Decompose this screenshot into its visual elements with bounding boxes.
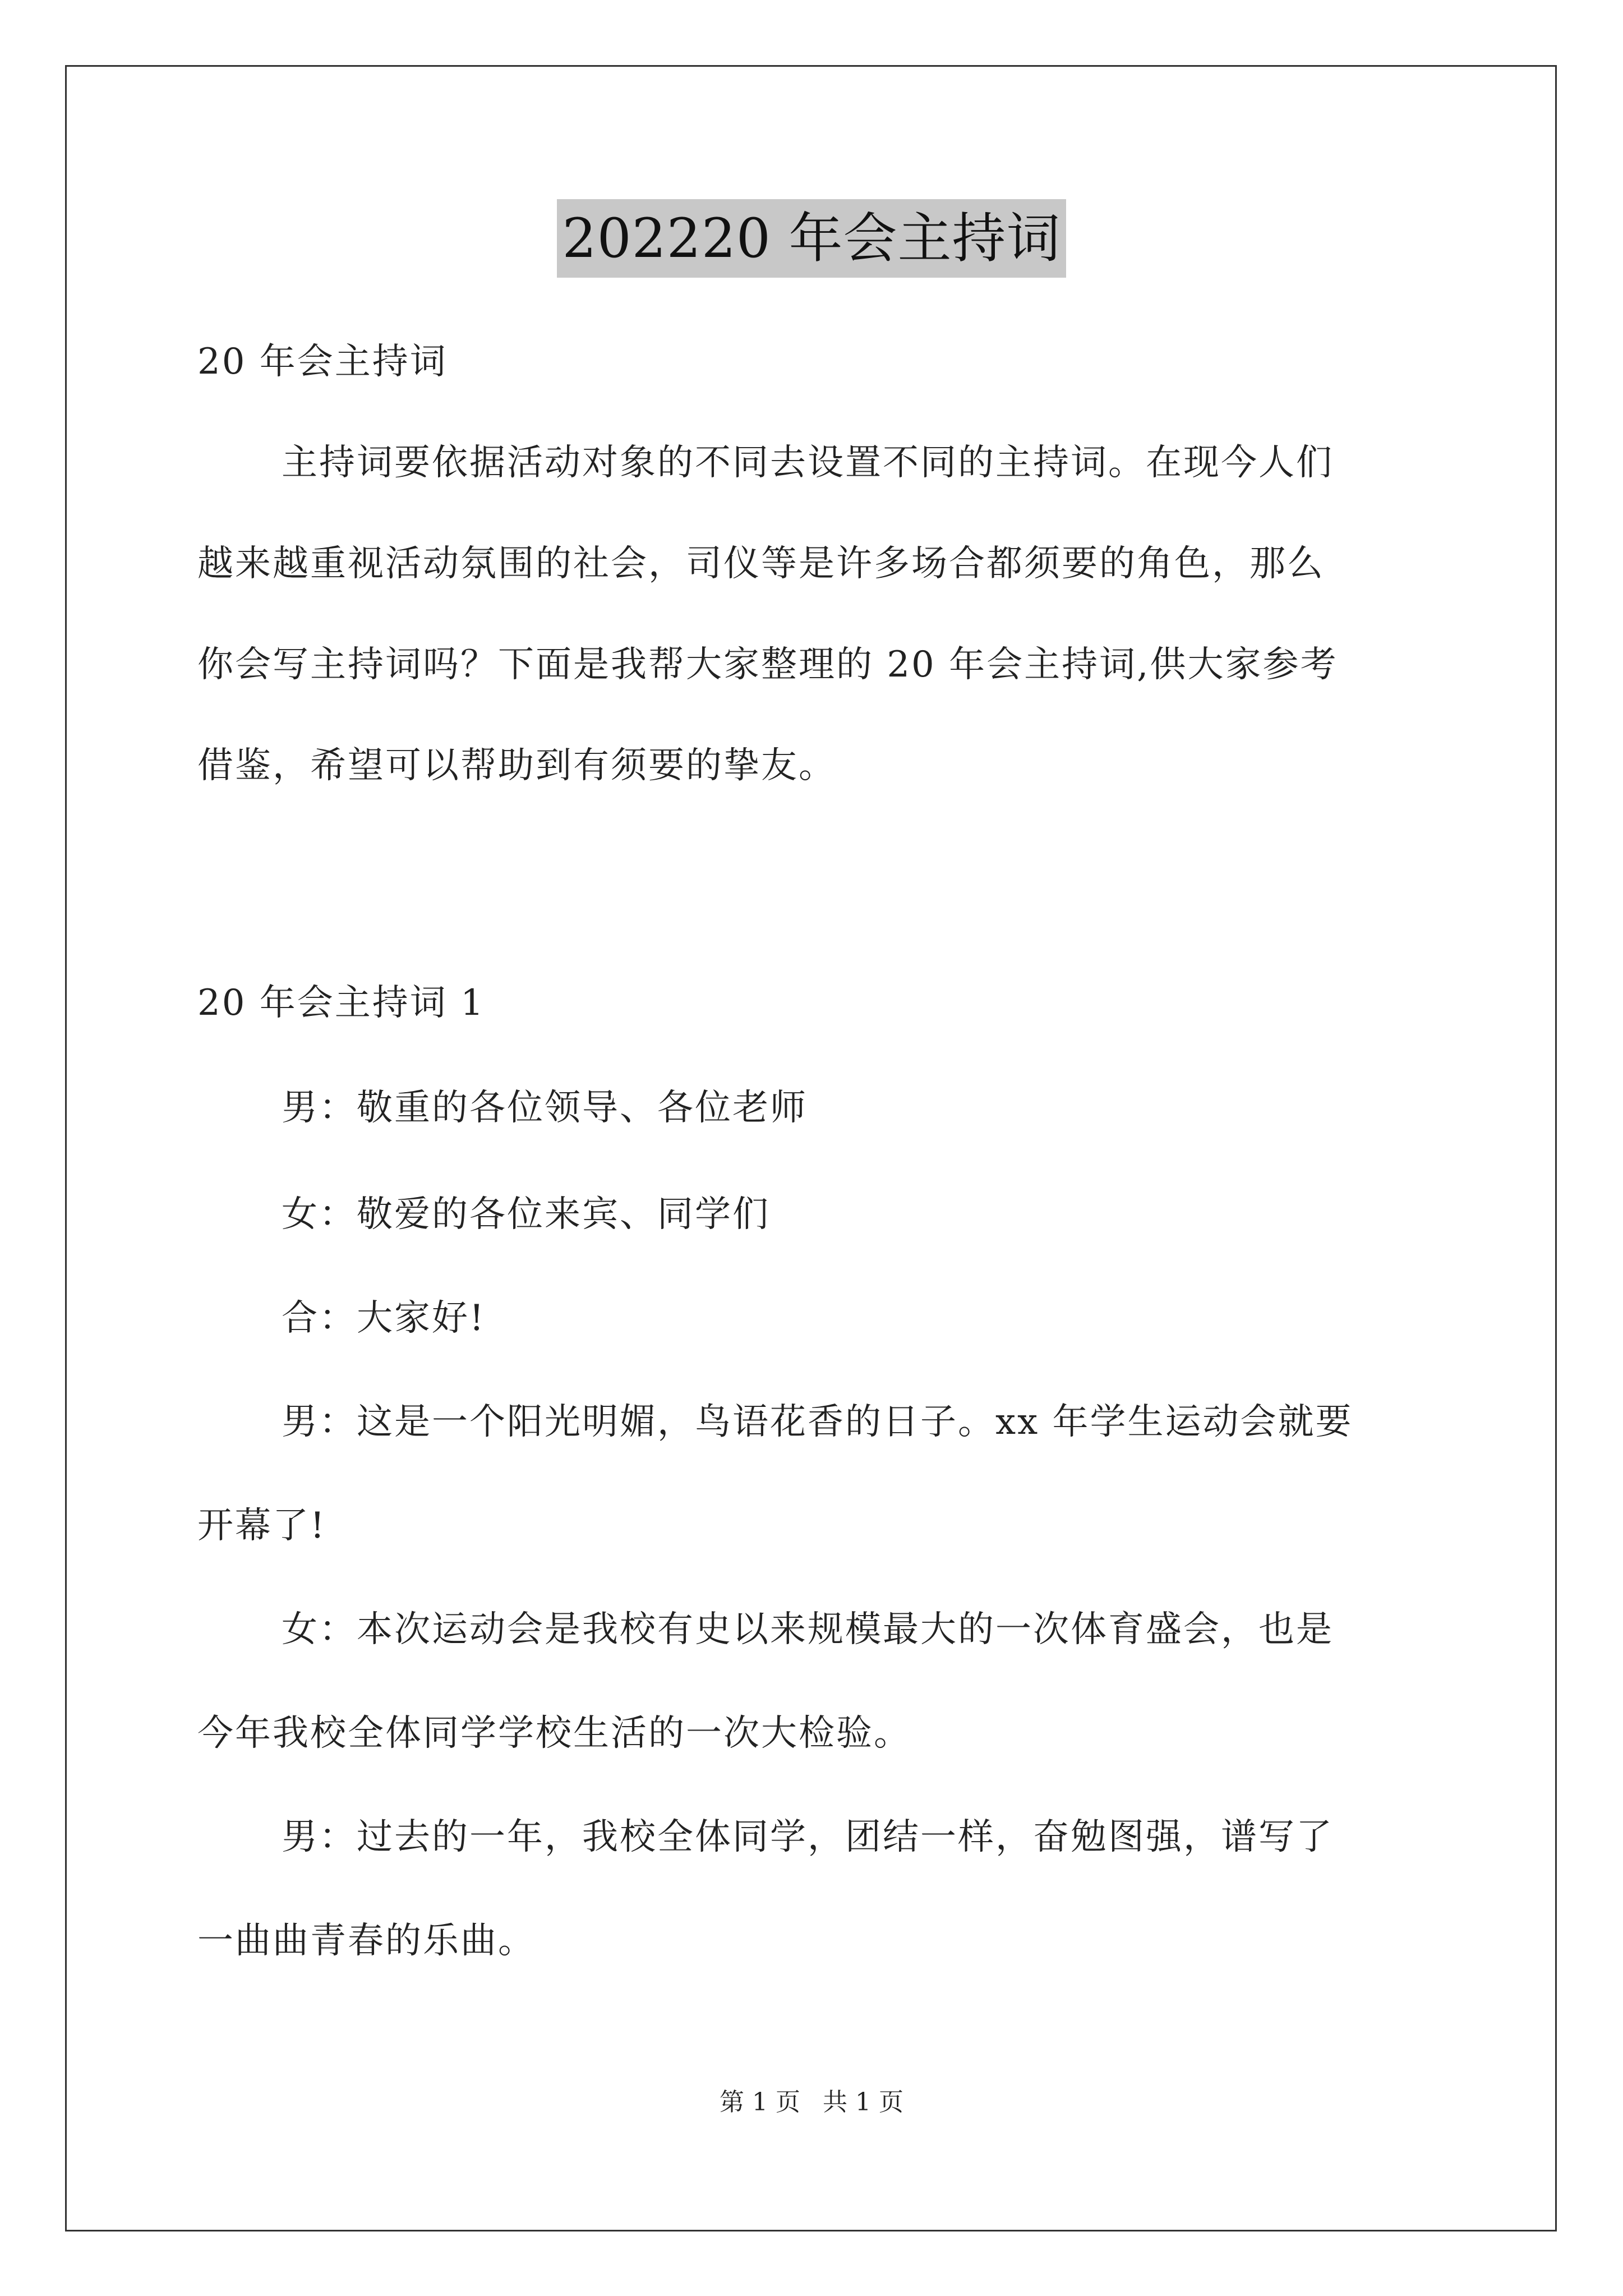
page-footer <box>0 2086 1623 2119</box>
dialogue-line-4: 男：这是一个阳光明媚，鸟语花香的日子。xx 年学生运动会就要 <box>282 1401 1353 1443</box>
title-container <box>0 199 1623 278</box>
dialogue-line-6: 女：本次运动会是我校有史以来规模最大的一次体育盛会，也是 <box>282 1609 1334 1650</box>
document-title: 202220 年会主持词 <box>557 199 1067 278</box>
dialogue-line-9: 一曲曲青春的乐曲。 <box>197 1920 536 1962</box>
dialogue-line-3: 合：大家好! <box>282 1297 486 1339</box>
intro-line-4: 借鉴，希望可以帮助到有须要的挚友。 <box>197 745 836 786</box>
intro-line-3: 你会写主持词吗？下面是我帮大家整理的 20 年会主持词,供大家参考 <box>197 644 1338 685</box>
page-total: 共 1 页 <box>823 2088 903 2116</box>
dialogue-line-7: 今年我校全体同学学校生活的一次大检验。 <box>197 1713 911 1754</box>
dialogue-line-8: 男：过去的一年，我校全体同学，团结一样，奋勉图强，谱写了 <box>282 1816 1334 1858</box>
page-number: 第 1 页 <box>720 2088 800 2116</box>
intro-line-2: 越来越重视活动氛围的社会，司仪等是许多场合都须要的角色，那么 <box>197 543 1325 585</box>
page-border <box>65 65 1557 2231</box>
dialogue-line-5: 开幕了! <box>197 1505 326 1547</box>
dialogue-line-1: 男：敬重的各位领导、各位老师 <box>282 1087 808 1129</box>
subtitle: 20 年会主持词 <box>197 341 448 383</box>
section-heading: 20 年会主持词 1 <box>197 982 485 1024</box>
dialogue-line-2: 女：敬爱的各位来宾、同学们 <box>282 1194 770 1235</box>
intro-line-1: 主持词要依据活动对象的不同去设置不同的主持词。在现今人们 <box>282 442 1334 484</box>
